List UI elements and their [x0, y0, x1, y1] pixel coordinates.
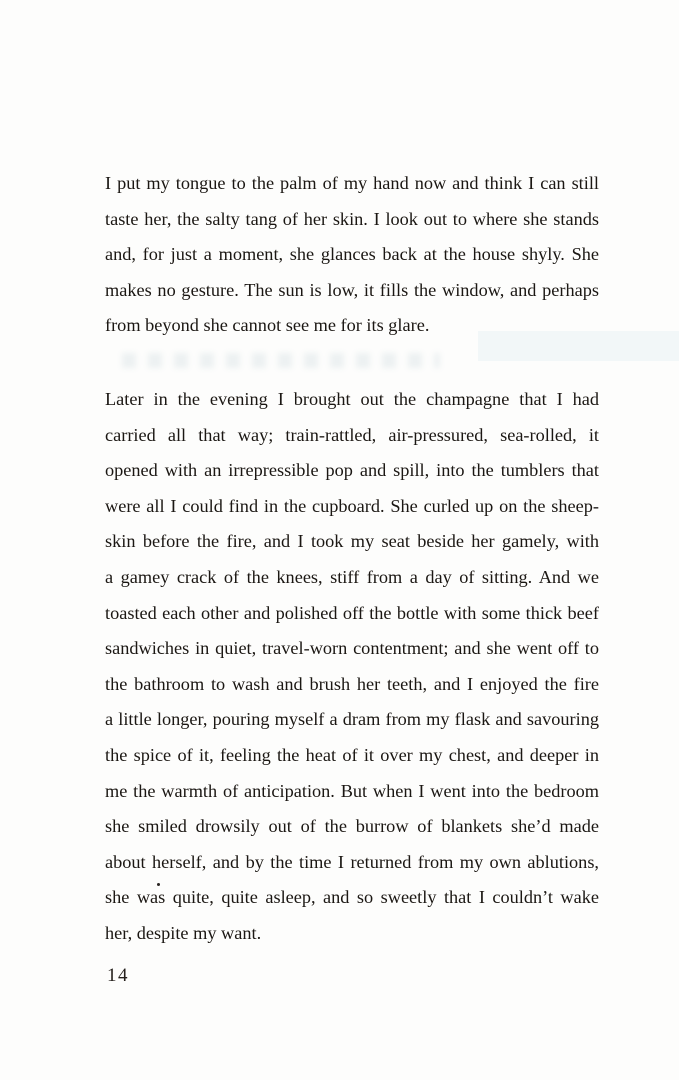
- paragraph: [105, 382, 599, 952]
- text-line: me the warmth of anticipation. But when I went into the bedroom: [105, 780, 599, 801]
- text-line: were all I could find in the cupboard. She curled up on the sheep-: [105, 495, 599, 516]
- text-line: about herself, and by the time I returned from my own ablutions,: [105, 851, 599, 872]
- text-line: a little longer, pouring myself a dram from my flask and savouring: [105, 709, 599, 730]
- text-line: I put my tongue to the palm of my hand now and think I can still: [105, 173, 599, 193]
- text-line: makes no gesture. The sun is low, it fills the window, and perhaps: [105, 279, 599, 300]
- text-line: opened with an irrepressible pop and spill, into the tumblers that: [105, 460, 599, 481]
- text-line: skin before the fire, and I took my seat beside her gamely, with: [105, 531, 599, 552]
- page-number: 14: [107, 965, 129, 986]
- text-line: the spice of it, feeling the heat of it over my chest, and deeper in: [105, 744, 599, 765]
- text-line: the bathroom to wash and brush her teeth, and I enjoyed the fire: [105, 673, 599, 694]
- text-line: toasted each other and polished off the bottle with some thick beef: [105, 602, 599, 623]
- text-line: Later in the evening I brought out the champagne that I had: [105, 388, 599, 409]
- text-line: from beyond she cannot see me for its glare.: [105, 315, 430, 336]
- paragraph: [105, 166, 599, 344]
- text-line: taste her, the salty tang of her skin. I look out to where she stands: [105, 208, 599, 229]
- text-line: a gamey crack of the knees, stiff from a day of sitting. And we: [105, 566, 599, 587]
- text-line: she smiled drowsily out of the burrow of blankets she’d made: [105, 816, 599, 837]
- text-line: her, despite my want.: [105, 922, 262, 943]
- text-line: and, for just a moment, she glances back at the house shyly. She: [105, 244, 599, 265]
- print-artifact-dot: [157, 883, 160, 886]
- text-block: [105, 166, 599, 951]
- text-line: she was quite, quite asleep, and so sweetly that I couldn’t wake: [105, 887, 599, 908]
- text-line: sandwiches in quiet, travel-worn contentment; and she went off to: [105, 638, 599, 659]
- text-line: carried all that way; train-rattled, air-pressured, sea-rolled, it: [105, 424, 599, 445]
